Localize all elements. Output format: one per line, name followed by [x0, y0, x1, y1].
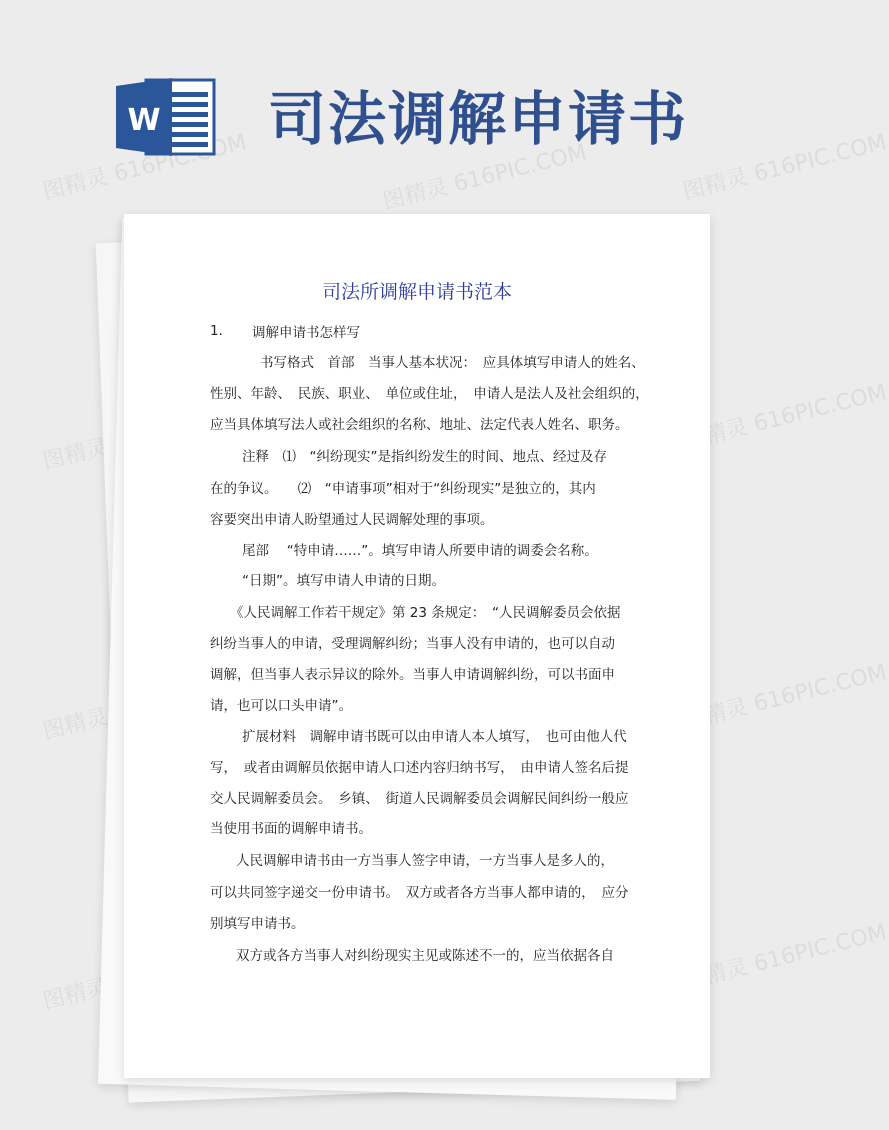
- section-number: 1.: [210, 323, 223, 339]
- word-app-icon: [116, 78, 216, 156]
- body-line: 人民调解申请书由一方当事人签字申请，一方当事人是多人的，: [236, 853, 614, 869]
- document-title: 司法所调解申请书范本: [321, 281, 512, 303]
- body-line: 双方或各方当事人对纠纷现实主见或陈述不一的，应当依据各自: [236, 948, 614, 964]
- body-line: 尾部 “特申请……”。填写申请人所要申请的调委会名称。: [242, 543, 598, 559]
- body-line: 应当具体填写法人或社会组织的名称、地址、法定代表人姓名、职务。: [210, 417, 629, 433]
- body-line: 交人民调解委员会。 乡镇、 街道人民调解委员会调解民间纠纷一般应: [210, 791, 629, 807]
- body-line: 容要突出申请人盼望通过人民调解处理的事项。: [210, 512, 494, 528]
- body-line: 扩展材料 调解申请书既可以由申请人本人填写， 也可由他人代: [242, 729, 627, 745]
- body-line: 性别、年龄、 民族、职业、 单位或住址， 申请人是法人及社会组织的，: [210, 386, 649, 402]
- body-line: 调解，但当事人表示异议的除外。当事人申请调解纠纷，可以书面申: [210, 667, 615, 683]
- body-line: 当使用书面的调解申请书。: [210, 821, 372, 837]
- watermark: 图精灵 616PIC.COM: [680, 920, 889, 995]
- watermark: 图精灵 616PIC.COM: [380, 140, 590, 215]
- body-line: 在的争议。 ⑵ “申请事项”相对于“纠纷现实”是独立的，其内: [210, 481, 596, 497]
- body-line: 《人民调解工作若干规定》第 23 条规定： “人民调解委员会依据: [230, 605, 621, 621]
- watermark: 图精灵: [40, 974, 111, 1015]
- watermark: 图精灵 616PIC.COM: [40, 130, 250, 205]
- document-page: [124, 214, 710, 1078]
- body-line: 别填写申请书。: [210, 916, 305, 932]
- watermark: 图精灵 616PIC.COM: [680, 130, 889, 205]
- section-heading: 调解申请书怎样写: [252, 325, 360, 341]
- banner-title: 司法调解申请书: [268, 85, 689, 153]
- header: [116, 78, 756, 158]
- watermark: 图精灵 616PIC.COM: [680, 380, 889, 455]
- body-line: “日期”。填写申请人申请的日期。: [242, 573, 445, 589]
- body-line: 书写格式 首部 当事人基本状况： 应具体填写申请人的姓名、: [260, 355, 645, 371]
- body-line: 写， 或者由调解员依据申请人口述内容归纳书写， 由申请人签名后提: [210, 760, 629, 776]
- watermark: 图精灵: [40, 434, 111, 475]
- watermark: 图精灵: [40, 704, 111, 745]
- word-icon-letter: W: [127, 103, 161, 138]
- body-line: 请，也可以口头申请”。: [210, 698, 352, 714]
- watermark: 图精灵 616PIC.COM: [680, 660, 889, 735]
- body-line: 可以共同签字递交一份申请书。 双方或者各方当事人都申请的， 应分: [210, 885, 629, 901]
- body-line: 纠纷当事人的申请，受理调解纠纷；当事人没有申请的，也可以自动: [210, 636, 615, 652]
- body-line: 注释 ⑴ “纠纷现实”是指纠纷发生的时间、地点、经过及存: [242, 449, 607, 465]
